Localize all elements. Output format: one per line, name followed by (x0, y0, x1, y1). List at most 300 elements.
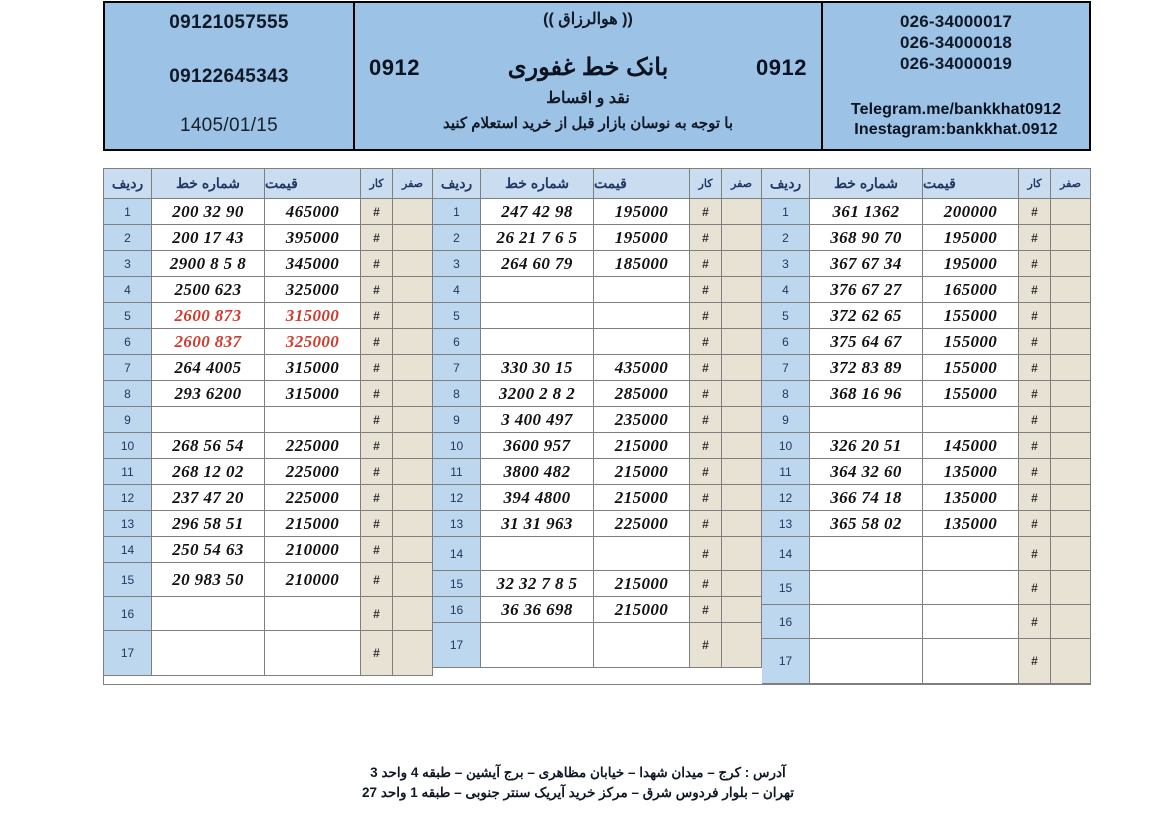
cell-kar: # (361, 303, 393, 329)
cell-kar: # (690, 459, 722, 485)
line-number-value: 367 67 34 (830, 253, 902, 273)
table-row[interactable] (104, 225, 433, 251)
header-tel-3: 026-34000019 (899, 54, 1013, 73)
cell-line-number[interactable] (152, 251, 265, 277)
cell-sefr (393, 597, 433, 631)
block-3-header-row (762, 169, 1091, 199)
cell-price[interactable] (265, 563, 361, 597)
cell-line-number[interactable] (152, 225, 265, 251)
cell-sefr (1051, 355, 1091, 381)
cell-radif: 16 (104, 597, 152, 631)
header-code-right: 0912 (756, 54, 807, 80)
line-number-value: 3200 2 8 2 (498, 383, 576, 403)
cell-price[interactable] (265, 277, 361, 303)
cell-kar: # (690, 407, 722, 433)
line-number-value: 26 21 7 6 5 (496, 227, 578, 247)
table-row[interactable] (104, 537, 433, 563)
line-number-value: 247 42 98 (501, 201, 573, 221)
cell-price[interactable] (594, 381, 690, 407)
footer-address-line-1: آدرس : کرج – میدان شهدا – خیابان مظاهری – برج آیشین – طبقه 4 واحد 3 (370, 765, 786, 780)
table-row[interactable] (433, 511, 762, 537)
cell-kar: # (690, 597, 722, 623)
cell-radif: 17 (104, 631, 152, 676)
cell-line-number[interactable] (810, 485, 923, 511)
block-1-col-header-kar: کار (361, 169, 393, 199)
cell-radif: 9 (433, 407, 481, 433)
cell-kar: # (690, 199, 722, 225)
table-row[interactable] (762, 381, 1091, 407)
table-row[interactable] (762, 459, 1091, 485)
cell-sefr (722, 329, 762, 355)
line-number-value: 376 67 27 (830, 279, 902, 299)
table-row[interactable] (433, 381, 762, 407)
cell-radif: 11 (104, 459, 152, 485)
cell-price[interactable] (923, 251, 1019, 277)
price-value: 155000 (943, 331, 998, 351)
cell-price[interactable] (265, 459, 361, 485)
line-number-value: 296 58 51 (172, 513, 244, 533)
header-title-row (355, 53, 821, 82)
cell-sefr (393, 433, 433, 459)
cell-line-number[interactable] (810, 251, 923, 277)
cell-kar: # (1019, 605, 1051, 639)
cell-sefr (393, 355, 433, 381)
cell-price[interactable] (923, 303, 1019, 329)
price-value: 155000 (943, 305, 998, 325)
cell-price[interactable] (923, 355, 1019, 381)
line-number-value: 2600 873 (174, 305, 242, 325)
cell-radif: 15 (433, 571, 481, 597)
footer-address-line-2: تهران – بلوار فردوس شرق – مرکز خرید آیریک سنتر جنوبی – طبقه 1 واحد 27 (362, 785, 794, 800)
cell-kar: # (1019, 329, 1051, 355)
table-row[interactable] (104, 511, 433, 537)
table-row[interactable] (433, 623, 762, 668)
block-3-col-header-kar: کار (1019, 169, 1051, 199)
table-row[interactable] (104, 329, 433, 355)
cell-price[interactable] (265, 381, 361, 407)
cell-kar: # (361, 251, 393, 277)
price-value: 155000 (943, 357, 998, 377)
cell-price[interactable] (265, 511, 361, 537)
cell-price[interactable] (594, 571, 690, 597)
cell-kar: # (690, 277, 722, 303)
cell-price[interactable] (923, 485, 1019, 511)
cell-radif: 16 (762, 605, 810, 639)
cell-price[interactable] (594, 623, 690, 668)
price-value: 185000 (614, 253, 669, 273)
cell-price[interactable] (923, 407, 1019, 433)
cell-line-number[interactable] (481, 251, 594, 277)
cell-price[interactable] (923, 381, 1019, 407)
cell-line-number[interactable] (481, 537, 594, 571)
cell-price[interactable] (923, 571, 1019, 605)
cell-kar: # (361, 537, 393, 563)
cell-price[interactable] (923, 277, 1019, 303)
cell-kar: # (361, 631, 393, 676)
cell-radif: 9 (762, 407, 810, 433)
table-row[interactable] (433, 199, 762, 225)
cell-kar: # (690, 623, 722, 668)
cell-line-number[interactable] (810, 511, 923, 537)
block-1-col-header-price: قیمت (265, 169, 361, 199)
cell-price[interactable] (594, 485, 690, 511)
table-row[interactable] (433, 225, 762, 251)
cell-radif: 3 (104, 251, 152, 277)
table-row[interactable] (433, 459, 762, 485)
header-telegram-link[interactable]: Telegram.me/bankkhat0912 (850, 101, 1062, 118)
cell-price[interactable] (923, 639, 1019, 684)
cell-kar: # (690, 355, 722, 381)
cell-price[interactable] (265, 199, 361, 225)
cell-kar: # (1019, 277, 1051, 303)
cell-sefr (1051, 277, 1091, 303)
cell-line-number[interactable] (152, 511, 265, 537)
cell-price[interactable] (923, 225, 1019, 251)
cell-price[interactable] (265, 225, 361, 251)
cell-line-number[interactable] (810, 303, 923, 329)
price-value: 315000 (285, 383, 340, 403)
table-row[interactable] (762, 511, 1091, 537)
price-value: 155000 (943, 383, 998, 403)
cell-line-number[interactable] (152, 631, 265, 676)
cell-price[interactable] (265, 631, 361, 676)
cell-line-number[interactable] (810, 329, 923, 355)
table-row[interactable] (104, 199, 433, 225)
table-row[interactable] (433, 251, 762, 277)
block-1-col-header-line: شماره خط (152, 169, 265, 199)
cell-sefr (722, 459, 762, 485)
table-row[interactable] (762, 329, 1091, 355)
table-row[interactable] (433, 537, 762, 571)
table-row[interactable] (762, 355, 1091, 381)
cell-kar: # (690, 329, 722, 355)
header-instagram-link[interactable]: Inestagram:bankkhat.0912 (854, 121, 1058, 138)
cell-sefr (1051, 381, 1091, 407)
cell-line-number[interactable] (152, 355, 265, 381)
cell-line-number[interactable] (152, 537, 265, 563)
cell-kar: # (1019, 251, 1051, 277)
cell-line-number[interactable] (810, 225, 923, 251)
cell-radif: 2 (762, 225, 810, 251)
cell-price[interactable] (594, 511, 690, 537)
cell-price[interactable] (923, 199, 1019, 225)
cell-kar: # (690, 225, 722, 251)
cell-price[interactable] (594, 329, 690, 355)
line-number-value: 264 60 79 (501, 253, 573, 273)
table-row[interactable] (104, 277, 433, 303)
cell-line-number[interactable] (481, 485, 594, 511)
table-row[interactable] (104, 251, 433, 277)
cell-kar: # (690, 433, 722, 459)
line-number-value: 200 32 90 (172, 201, 244, 221)
cell-radif: 1 (433, 199, 481, 225)
table-row[interactable] (104, 459, 433, 485)
cell-line-number[interactable] (810, 571, 923, 605)
price-value: 215000 (614, 435, 669, 455)
table-row[interactable] (433, 407, 762, 433)
cell-sefr (722, 623, 762, 668)
cell-line-number[interactable] (810, 433, 923, 459)
cell-price[interactable] (594, 459, 690, 485)
cell-kar: # (1019, 355, 1051, 381)
table-row[interactable] (104, 303, 433, 329)
table-row[interactable] (762, 571, 1091, 605)
cell-price[interactable] (265, 407, 361, 433)
cell-radif: 14 (762, 537, 810, 571)
line-number-value: 3 400 497 (501, 409, 573, 429)
block-2-col-header-radif: ردیف (433, 169, 481, 199)
cell-line-number[interactable] (810, 459, 923, 485)
cell-line-number[interactable] (481, 571, 594, 597)
cell-price[interactable] (923, 329, 1019, 355)
line-number-value: 20 983 50 (172, 569, 244, 589)
table-row[interactable] (104, 433, 433, 459)
cell-kar: # (1019, 433, 1051, 459)
cell-line-number[interactable] (810, 407, 923, 433)
table-row[interactable] (762, 485, 1091, 511)
line-number-value: 2600 837 (174, 331, 242, 351)
table-row[interactable] (762, 303, 1091, 329)
cell-price[interactable] (594, 407, 690, 433)
cell-sefr (1051, 639, 1091, 684)
table-row[interactable] (762, 639, 1091, 684)
cell-radif: 12 (762, 485, 810, 511)
cell-line-number[interactable] (152, 433, 265, 459)
table-row[interactable] (433, 597, 762, 623)
cell-line-number[interactable] (810, 537, 923, 571)
cell-sefr (393, 329, 433, 355)
cell-price[interactable] (594, 199, 690, 225)
cell-price[interactable] (265, 433, 361, 459)
cell-sefr (722, 277, 762, 303)
cell-line-number[interactable] (152, 407, 265, 433)
cell-price[interactable] (265, 355, 361, 381)
cell-sefr (393, 407, 433, 433)
table-row[interactable] (104, 355, 433, 381)
table-row[interactable] (104, 597, 433, 631)
cell-kar: # (690, 251, 722, 277)
cell-price[interactable] (265, 537, 361, 563)
table-row[interactable] (762, 251, 1091, 277)
cell-kar: # (1019, 303, 1051, 329)
cell-radif: 5 (762, 303, 810, 329)
block-2-col-header-line: شماره خط (481, 169, 594, 199)
price-value: 435000 (614, 357, 669, 377)
table-row[interactable] (433, 277, 762, 303)
table-row[interactable] (104, 407, 433, 433)
table-row[interactable] (104, 563, 433, 597)
cell-price[interactable] (265, 597, 361, 631)
block-3-col-header-sefr: صفر (1051, 169, 1091, 199)
cell-line-number[interactable] (810, 639, 923, 684)
cell-line-number[interactable] (152, 199, 265, 225)
table-row[interactable] (762, 199, 1091, 225)
cell-line-number[interactable] (481, 225, 594, 251)
cell-kar: # (1019, 537, 1051, 571)
cell-kar: # (690, 381, 722, 407)
cell-sefr (393, 251, 433, 277)
price-value: 135000 (943, 487, 998, 507)
table-row[interactable] (762, 225, 1091, 251)
cell-price[interactable] (265, 251, 361, 277)
cell-sefr (722, 485, 762, 511)
line-number-value: 364 32 60 (830, 461, 902, 481)
cell-price[interactable] (594, 251, 690, 277)
cell-line-number[interactable] (481, 355, 594, 381)
cell-line-number[interactable] (481, 407, 594, 433)
cell-kar: # (361, 511, 393, 537)
cell-kar: # (1019, 381, 1051, 407)
price-value: 165000 (943, 279, 998, 299)
cell-sefr (393, 563, 433, 597)
table-row[interactable] (104, 631, 433, 676)
cell-price[interactable] (923, 537, 1019, 571)
cell-line-number[interactable] (152, 563, 265, 597)
cell-kar: # (690, 537, 722, 571)
cell-price[interactable] (265, 303, 361, 329)
header-subtitle-payment: نقد و اقساط (546, 90, 630, 107)
line-number-value: 394 4800 (503, 487, 571, 507)
cell-sefr (1051, 605, 1091, 639)
cell-radif: 14 (433, 537, 481, 571)
cell-sefr (393, 199, 433, 225)
cell-line-number[interactable] (481, 199, 594, 225)
block-2-col-header-price: قیمت (594, 169, 690, 199)
line-number-value: 366 74 18 (830, 487, 902, 507)
cell-line-number[interactable] (152, 277, 265, 303)
cell-price[interactable] (923, 433, 1019, 459)
price-value: 195000 (614, 227, 669, 247)
table-row[interactable] (762, 277, 1091, 303)
cell-sefr (722, 381, 762, 407)
cell-price[interactable] (594, 355, 690, 381)
table-row[interactable] (433, 571, 762, 597)
line-number-value: 2500 623 (174, 279, 242, 299)
cell-sefr (1051, 537, 1091, 571)
cell-radif: 11 (762, 459, 810, 485)
cell-sefr (722, 199, 762, 225)
table-row[interactable] (433, 433, 762, 459)
cell-price[interactable] (265, 485, 361, 511)
cell-line-number[interactable] (152, 459, 265, 485)
cell-line-number[interactable] (810, 605, 923, 639)
line-number-value: 293 6200 (174, 383, 242, 403)
cell-line-number[interactable] (152, 381, 265, 407)
table-row[interactable] (104, 381, 433, 407)
price-value: 325000 (285, 331, 340, 351)
cell-radif: 4 (433, 277, 481, 303)
table-row[interactable] (433, 303, 762, 329)
cell-kar: # (361, 199, 393, 225)
cell-price[interactable] (594, 225, 690, 251)
cell-sefr (393, 225, 433, 251)
price-value: 210000 (285, 539, 340, 559)
table-row[interactable] (433, 329, 762, 355)
price-value: 195000 (943, 253, 998, 273)
line-number-value: 264 4005 (174, 357, 242, 377)
cell-line-number[interactable] (152, 485, 265, 511)
cell-line-number[interactable] (152, 597, 265, 631)
table-row[interactable] (433, 355, 762, 381)
cell-radif: 5 (104, 303, 152, 329)
cell-sefr (1051, 407, 1091, 433)
cell-line-number[interactable] (152, 329, 265, 355)
cell-line-number[interactable] (481, 511, 594, 537)
header-phone-1: 09121057555 (169, 12, 289, 33)
cell-line-number[interactable] (481, 381, 594, 407)
cell-sefr (722, 355, 762, 381)
table-row[interactable] (104, 485, 433, 511)
cell-sefr (393, 511, 433, 537)
cell-price[interactable] (923, 459, 1019, 485)
cell-radif: 7 (104, 355, 152, 381)
cell-line-number[interactable] (481, 329, 594, 355)
table-row[interactable] (762, 605, 1091, 639)
table-row[interactable] (762, 433, 1091, 459)
line-number-value: 3800 482 (503, 461, 571, 481)
cell-line-number[interactable] (481, 623, 594, 668)
cell-price[interactable] (923, 511, 1019, 537)
cell-line-number[interactable] (810, 277, 923, 303)
price-value: 225000 (285, 487, 340, 507)
table-row[interactable] (762, 537, 1091, 571)
cell-sefr (722, 251, 762, 277)
cell-line-number[interactable] (810, 381, 923, 407)
cell-line-number[interactable] (481, 597, 594, 623)
line-number-value: 2900 8 5 8 (169, 253, 247, 273)
cell-line-number[interactable] (481, 303, 594, 329)
cell-line-number[interactable] (481, 277, 594, 303)
cell-price[interactable] (594, 537, 690, 571)
price-value: 225000 (614, 513, 669, 533)
cell-sefr (1051, 511, 1091, 537)
price-value: 345000 (285, 253, 340, 273)
cell-line-number[interactable] (481, 459, 594, 485)
table-row[interactable] (762, 407, 1091, 433)
table-row[interactable] (433, 485, 762, 511)
line-number-value: 237 47 20 (172, 487, 244, 507)
cell-kar: # (1019, 199, 1051, 225)
cell-sefr (393, 303, 433, 329)
header-notice: با توجه به نوسان بازار قبل از خرید استعلام کنید (442, 115, 734, 132)
cell-kar: # (361, 433, 393, 459)
cell-radif: 2 (433, 225, 481, 251)
line-number-value: 368 16 96 (830, 383, 902, 403)
cell-price[interactable] (594, 303, 690, 329)
line-number-value: 372 83 89 (830, 357, 902, 377)
cell-radif: 7 (433, 355, 481, 381)
block-1 (104, 169, 433, 684)
cell-radif: 9 (104, 407, 152, 433)
cell-line-number[interactable] (152, 303, 265, 329)
price-value: 225000 (285, 461, 340, 481)
block-1-col-header-sefr: صفر (393, 169, 433, 199)
cell-price[interactable] (923, 605, 1019, 639)
price-value: 215000 (614, 461, 669, 481)
block-1-header-row (104, 169, 433, 199)
line-number-value: 375 64 67 (830, 331, 902, 351)
cell-line-number[interactable] (481, 433, 594, 459)
cell-price[interactable] (265, 329, 361, 355)
cell-price[interactable] (594, 433, 690, 459)
cell-line-number[interactable] (810, 355, 923, 381)
price-value: 200000 (943, 201, 998, 221)
cell-radif: 4 (762, 277, 810, 303)
cell-radif: 7 (762, 355, 810, 381)
cell-line-number[interactable] (810, 199, 923, 225)
cell-price[interactable] (594, 277, 690, 303)
cell-price[interactable] (594, 597, 690, 623)
